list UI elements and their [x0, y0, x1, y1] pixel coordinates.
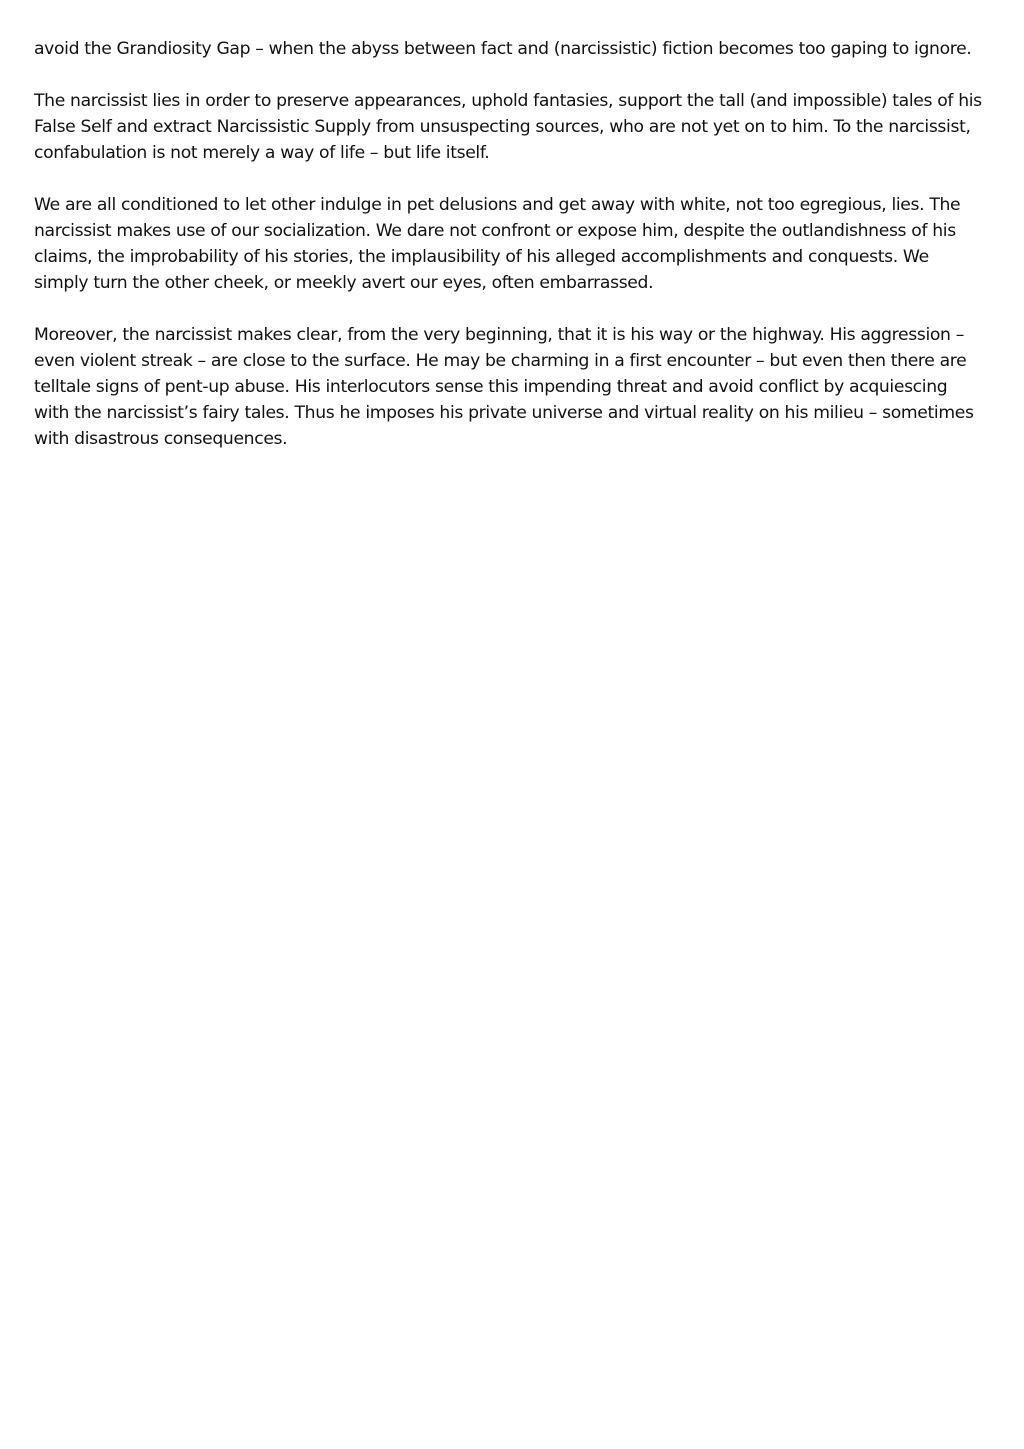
text-line: even violent streak – are close to the surface. He may be charming in a first encounter – but even then there are [34, 351, 967, 371]
text-line: simply turn the other cheek, or meekly avert our eyes, often embarrassed. [34, 273, 654, 293]
text-line: avoid the Grandiosity Gap – when the abyss between fact and (narcissistic) fiction becomes too gaping to ignore. [34, 39, 972, 59]
text-line: telltale signs of pent-up abuse. His interlocutors sense this impending threat and avoid conflict by acquiescing [34, 377, 948, 397]
text-line: We are all conditioned to let other indulge in pet delusions and get away with white, not too egregious, lies. The [34, 195, 961, 215]
paragraph-narcissist-lies [34, 88, 994, 166]
text-line: confabulation is not merely a way of life – but life itself. [34, 143, 490, 163]
text-line: False Self and extract Narcissistic Supply from unsuspecting sources, who are not yet on to him. To the narcissist, [34, 117, 971, 137]
text-line: claims, the improbability of his stories, the implausibility of his alleged accomplishments and conquests. We [34, 247, 929, 267]
paragraph-moreover [34, 322, 994, 452]
text-line: narcissist makes use of our socialization. We dare not confront or expose him, despite the outlandishness of his [34, 221, 956, 241]
text-line: The narcissist lies in order to preserve appearances, uphold fantasies, support the tall (and impossible) tales of his [34, 91, 982, 111]
text-line: with the narcissist’s fairy tales. Thus he imposes his private universe and virtual reality on his milieu – sometimes [34, 403, 974, 423]
paragraph-conditioned [34, 192, 994, 296]
text-line: Moreover, the narcissist makes clear, from the very beginning, that it is his way or the highway. His aggression – [34, 325, 964, 345]
paragraph-grandiosity-gap [34, 36, 994, 62]
document-page [34, 36, 994, 478]
text-line: with disastrous consequences. [34, 429, 288, 449]
